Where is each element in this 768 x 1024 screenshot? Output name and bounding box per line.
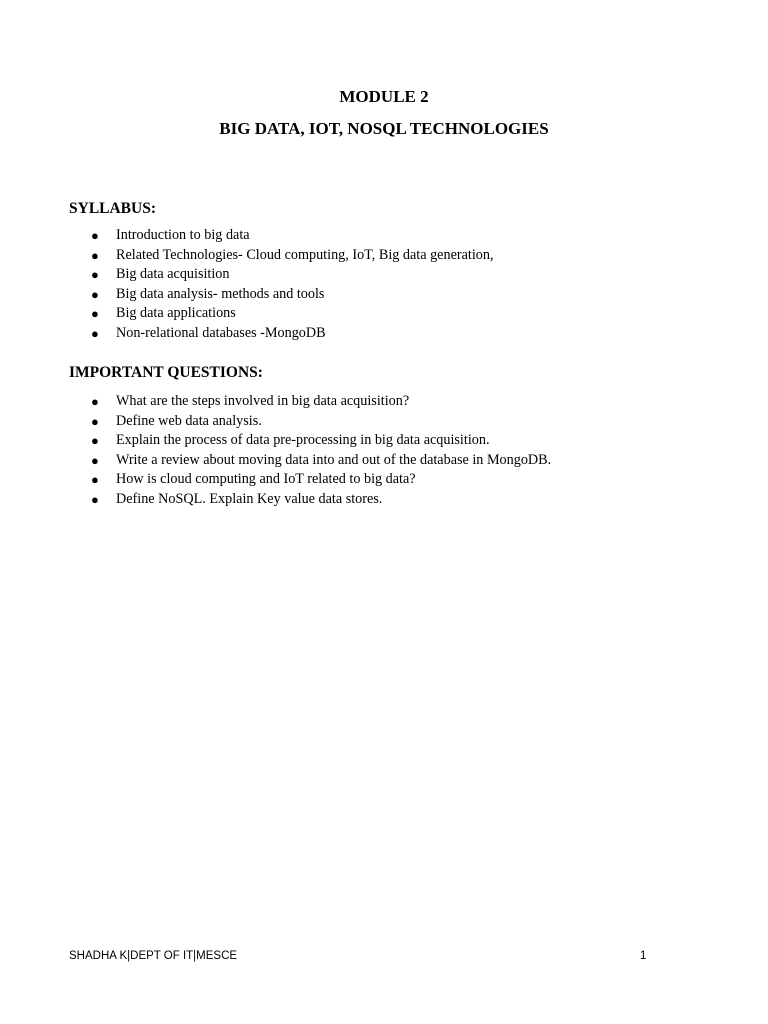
bullet-icon: ● [91, 491, 99, 507]
list-item [0, 304, 700, 324]
list-item [0, 285, 700, 305]
module-subtitle: BIG DATA, IOT, NOSQL TECHNOLOGIES [219, 119, 549, 138]
list-item-text: Big data acquisition [116, 266, 230, 282]
bullet-icon: ● [91, 413, 99, 429]
bullet-icon: ● [91, 286, 99, 302]
list-item-text: Define NoSQL. Explain Key value data stores. [116, 490, 383, 507]
list-item-text: Introduction to big data [116, 227, 250, 243]
list-item-text: Write a review about moving data into and out of the database in MongoDB. [116, 451, 552, 468]
questions-list [0, 392, 700, 509]
list-item-text: Define web data analysis. [116, 412, 262, 429]
bullet-icon: ● [91, 452, 99, 468]
list-item [0, 412, 700, 432]
list-item [0, 246, 700, 266]
bullet-icon: ● [91, 306, 99, 321]
list-item [0, 324, 700, 344]
list-item-text: Non-relational databases -MongoDB [116, 324, 326, 341]
list-item-text: Big data applications [116, 305, 236, 321]
bullet-icon: ● [91, 394, 99, 409]
bullet-icon: ● [91, 433, 99, 448]
list-item-text: Big data analysis- methods and tools [116, 285, 325, 302]
list-item [0, 470, 700, 490]
list-item [0, 226, 700, 246]
syllabus-heading: SYLLABUS: [69, 200, 156, 217]
list-item [0, 431, 700, 451]
list-item [0, 392, 700, 412]
module-title: MODULE 2 [339, 87, 429, 106]
page-number: 1 [640, 950, 647, 962]
bullet-icon: ● [91, 247, 99, 263]
list-item [0, 451, 700, 471]
list-item-text: Related Technologies- Cloud computing, IoT, Big data generation, [116, 246, 494, 263]
footer-author: SHADHA K|DEPT OF IT|MESCE [69, 950, 238, 962]
bullet-icon: ● [91, 228, 99, 243]
bullet-icon: ● [91, 325, 99, 341]
list-item-text: What are the steps involved in big data acquisition? [116, 393, 410, 409]
bullet-icon: ● [91, 267, 99, 282]
list-item-text: Explain the process of data pre-processing in big data acquisition. [116, 432, 490, 448]
list-item-text: How is cloud computing and IoT related to big data? [116, 471, 416, 487]
list-item [0, 490, 700, 510]
questions-heading: IMPORTANT QUESTIONS: [69, 364, 263, 381]
list-item [0, 265, 700, 285]
syllabus-list [0, 226, 700, 343]
bullet-icon: ● [91, 472, 99, 487]
